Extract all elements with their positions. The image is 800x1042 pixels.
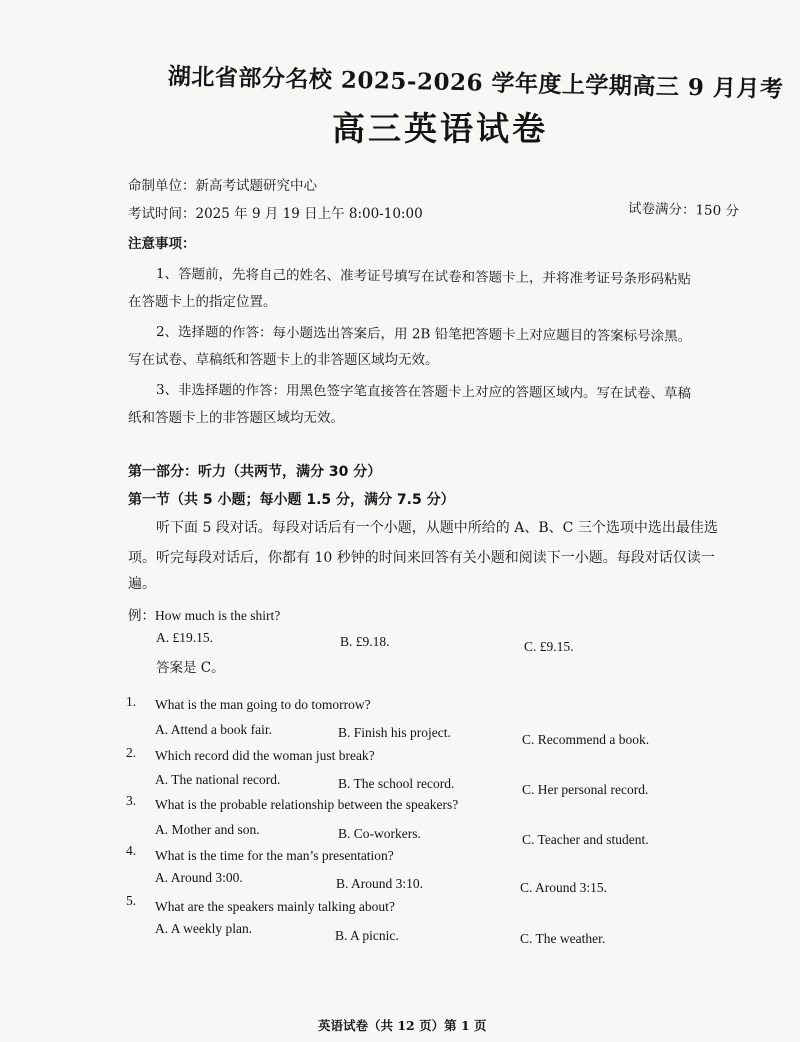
exam-subtitle: 高三英语试卷 <box>332 109 548 148</box>
question-4-text: What is the time for the man’s presentation? <box>155 848 394 863</box>
example-label: 例： <box>128 608 155 624</box>
part1-heading: 第一部分：听力（共两节，满分 30 分） <box>128 464 382 480</box>
question-5-option-b: B. A picnic. <box>335 928 399 943</box>
page-footer: 英语试卷（共 12 页）第 1 页 <box>318 1018 487 1033</box>
notes-heading: 注意事项： <box>128 236 196 252</box>
example-answer: 答案是 C。 <box>156 660 225 676</box>
note-item-1-line-2: 在答题卡上的指定位置。 <box>128 294 277 310</box>
question-4-option-a: A. Around 3:00. <box>155 870 243 885</box>
note-item-3-line-2: 纸和答题卡上的非答题区域均无效。 <box>128 410 344 426</box>
question-5-number: 5. <box>126 893 137 908</box>
instruction-line-3: 遍。 <box>128 576 156 592</box>
instruction-line-1: 听下面 5 段对话。每段对话后有一个小题，从题中所给的 A、B、C 三个选项中选出最佳选 <box>156 520 718 536</box>
compiler-info: 命制单位：新高考试题研究中心 <box>128 178 317 194</box>
note-item-1-line-1: 1、答题前，先将自己的姓名、准考证号填写在试卷和答题卡上，并将准考证号条形码粘贴 <box>155 266 692 288</box>
question-4-option-c: C. Around 3:15. <box>520 880 608 895</box>
instruction-line-2: 项。听完每段对话后，你都有 10 秒钟的时间来回答有关小题和阅读下一小题。每段对话仅读一 <box>128 550 715 566</box>
question-4-number: 4. <box>126 843 137 858</box>
question-1-text: What is the man going to do tomorrow? <box>155 697 371 712</box>
example-option-a: A. £19.15. <box>156 630 213 645</box>
question-3-number: 3. <box>126 793 137 808</box>
question-2-text: Which record did the woman just break? <box>155 748 375 763</box>
exam-title: 湖北省部分名校 2025-2026 学年度上学期高三 9 月月考 <box>167 63 784 103</box>
example-question <box>128 604 280 624</box>
question-1-option-c: C. Recommend a book. <box>522 732 650 747</box>
exam-time: 考试时间：2025 年 9 月 19 日上午 8:00-10:00 <box>128 206 423 222</box>
example-option-c: C. £9.15. <box>524 639 574 654</box>
question-2-option-b: B. The school record. <box>338 776 455 791</box>
full-score: 试卷满分：150 分 <box>627 200 740 220</box>
question-1-number: 1. <box>126 694 137 709</box>
question-5-text: What are the speakers mainly talking about? <box>155 899 395 914</box>
example-option-b: B. £9.18. <box>340 634 390 649</box>
note-item-2-line-2: 写在试卷、草稿纸和答题卡上的非答题区域均无效。 <box>128 352 439 368</box>
question-2-option-a: A. The national record. <box>155 772 281 787</box>
question-1-option-a: A. Attend a book fair. <box>155 722 272 737</box>
question-3-option-c: C. Teacher and student. <box>522 832 649 847</box>
note-item-2-line-1: 2、选择题的作答：每小题选出答案后，用 2B 铅笔把答题卡上对应题目的答案标号涂黑。 <box>155 324 692 345</box>
question-3-text: What is the probable relationship between the speakers? <box>155 797 459 812</box>
question-3-option-b: B. Co-workers. <box>338 826 421 841</box>
question-2-number: 2. <box>126 745 137 760</box>
question-2-option-c: C. Her personal record. <box>522 782 649 797</box>
note-item-3-line-1: 3、非选择题的作答：用黑色签字笔直接答在答题卡上对应的答题区域内。写在试卷、草稿 <box>155 382 692 402</box>
question-1-option-b: B. Finish his project. <box>338 725 451 740</box>
section1-heading: 第一节（共 5 小题；每小题 1.5 分，满分 7.5 分） <box>128 492 455 508</box>
question-5-option-c: C. The weather. <box>520 931 606 946</box>
example-question-text: How much is the shirt? <box>155 608 281 623</box>
question-5-option-a: A. A weekly plan. <box>155 921 253 936</box>
question-4-option-b: B. Around 3:10. <box>336 876 424 891</box>
question-3-option-a: A. Mother and son. <box>155 822 260 837</box>
